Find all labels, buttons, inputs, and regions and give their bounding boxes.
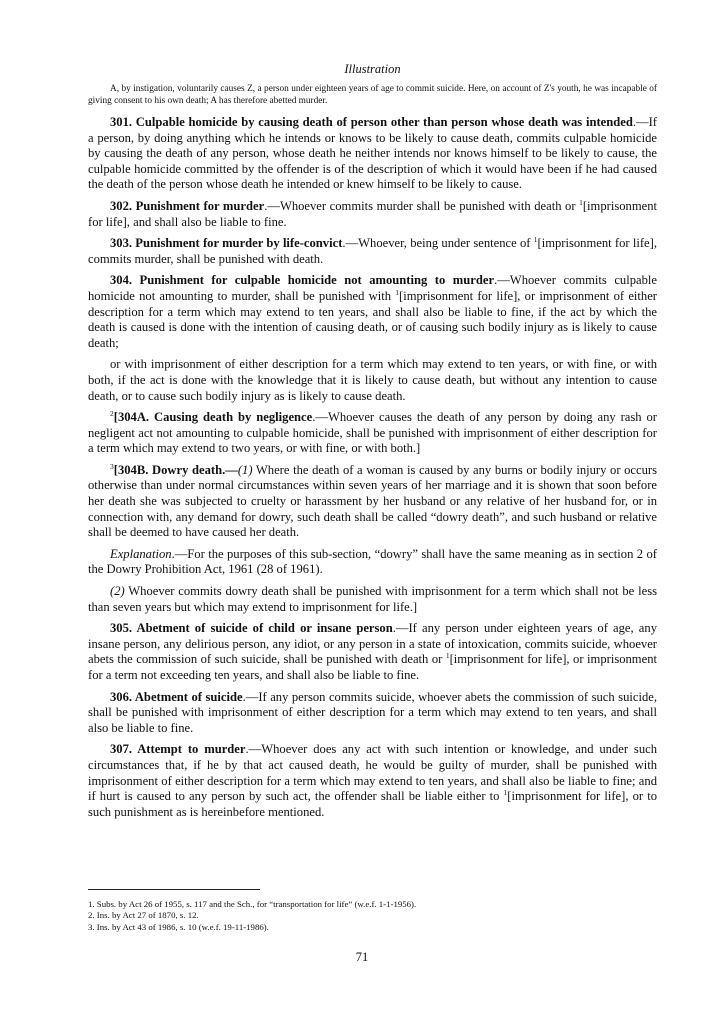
section-305-body: .—If any person under eighteen years of age, any insane person, any delirious person, any idiot, or any person in a state of intoxication, commits suicide, whoever abets the commission of such suicide, shall be punished with death or <box>88 621 657 667</box>
section-302-heading: 302. Punishment for murder <box>110 198 265 213</box>
section-306 <box>88 690 657 737</box>
section-304b <box>88 463 657 541</box>
section-305 <box>88 621 657 683</box>
section-301-heading: 301. Culpable homicide by causing death of person other than person whose death was intended <box>110 115 633 129</box>
subsection-2-text: Whoever commits dowry death shall be punished with imprisonment for a term which shall not be less than seven years but which may extend to imprisonment for life.] <box>88 584 657 614</box>
subsection-1-label: (1) <box>237 462 253 477</box>
footnotes <box>88 899 657 933</box>
explanation-label: Explanation <box>110 546 172 561</box>
footnote-divider <box>88 889 260 890</box>
footnote-ref: 1 <box>445 651 450 661</box>
section-303-body: .—Whoever, being under sentence of <box>342 236 534 251</box>
footnote-ref: 3 <box>110 461 114 471</box>
section-307-body: .—Whoever does any act with such intention or knowledge, and under such circumstances that, if he by that act caused death, he would be guilty of murder, shall be punished with imprisonment of either description for a term which may extend to ten years, and shall also be liable to fine; and if hurt is caused to any person by such act, the offender shall be liable either to <box>88 742 657 804</box>
illustration-title: Illustration <box>344 62 401 76</box>
section-306-body: .—If any person commits suicide, whoever abets the commission of such suicide, shall be punished with imprisonment of either description for a term which may extend to ten years, and shall also be liable to fine. <box>88 689 658 735</box>
section-304-body: .—Whoever commits culpable homicide not amounting to murder, shall be punished with <box>88 273 657 303</box>
section-305-heading: 305. Abetment of suicide of child or insane person <box>110 621 393 636</box>
footnote-ref: 1 <box>579 197 583 207</box>
footnote-3: 3. Ins. by Act 43 of 1986, s. 10 (w.e.f. 19-11-1986). <box>88 921 269 932</box>
subsection-2-label: (2) <box>110 584 125 599</box>
section-302 <box>88 199 657 230</box>
section-307-body-cont: [imprisonment for life], or to such punishment as is hereinbefore mentioned. <box>88 789 657 819</box>
section-304-para2: or with imprisonment of either description for a term which may extend to ten years, or with fine, or with both, if the act is done with the knowledge that it is likely to cause death, but without any intention to cause death, or to cause such bodily injury as is likely to cause death. <box>88 357 657 403</box>
section-306-heading: 306. Abetment of suicide <box>110 689 243 704</box>
section-304b-sub2 <box>88 584 657 615</box>
footnote-ref: 1 <box>503 788 508 798</box>
section-305-body-cont: [imprisonment for life], or imprisonment for a term not exceeding ten years, and shall also be liable to fine. <box>88 652 657 682</box>
section-304 <box>88 273 657 351</box>
illustration-text: A, by instigation, voluntarily causes Z, a person under eighteen years of age to commit suicide. Here, on account of Z's youth, he was incapable of giving consent to his own death; A has therefore abetted murder. <box>88 84 657 106</box>
section-301 <box>88 115 657 193</box>
section-301-body: .—If a person, by doing anything which he intends or knows to be likely to cause death, commits culpable homicide by causing the death of any person, whose death he neither intends nor knows himself to be likely to cause, the culpable homicide committed by the offender is of the description of which it would have been if he had caused the death of the person whose death he intended or knew himself to be likely to cause. <box>88 115 657 192</box>
explanation-text: .—For the purposes of this sub-section, “dowry” shall have the same meaning as in section 2 of the Dowry Prohibition Act, 1961 (28 of 1961). <box>88 546 657 577</box>
section-303-heading: 303. Punishment for murder by life-convict <box>110 236 343 251</box>
footnote-ref: 2 <box>110 409 114 419</box>
footnote-2: 2. Ins. by Act 27 of 1870, s. 12. <box>88 910 199 921</box>
footnote-ref: 1 <box>395 287 400 297</box>
section-303-body-cont: [imprisonment for life], commits murder, shall be punished with death. <box>88 236 657 266</box>
footnote-ref: 1 <box>533 235 538 245</box>
section-304a <box>88 410 657 457</box>
section-304a-heading: [304A. Causing death by negligence <box>113 410 313 425</box>
footnote-1: 1. Subs. by Act 26 of 1955, s. 117 and the Sch., for “transportation for life” (w.e.f. 1-1-1956). <box>88 899 417 909</box>
page-number: 71 <box>355 950 369 964</box>
section-304-heading: 304. Punishment for culpable homicide not amounting to murder <box>110 273 495 288</box>
section-304b-heading: [304B. Dowry death <box>113 462 223 477</box>
section-302-body-cont: [imprisonment for life], and shall also be liable to fine. <box>88 198 657 229</box>
section-307-heading: 307. Attempt to murder <box>110 742 246 757</box>
section-304b-explanation <box>88 547 657 578</box>
section-304-body-cont: [imprisonment for life], or imprisonment of either description for a term which may extend to ten years, and shall also be liable to fine, if the act by which the death is caused is done with the intention of causing death, or of causing such bodily injury as is likely to cause death; <box>88 288 657 350</box>
document-page <box>88 62 657 826</box>
section-304b-dash: .— <box>222 462 238 477</box>
section-302-body: .—Whoever commits murder shall be punished with death or <box>264 198 580 213</box>
section-303 <box>88 236 657 267</box>
section-307 <box>88 742 657 820</box>
section-304b-body: Where the death of a woman is caused by any burns or bodily injury or occurs otherwise than under normal circumstances within seven years of her marriage and it is shown that soon before her death she was subjected to cruelty or harassment by her husband or any relative of her husband for, or in connection with, any demand for dowry, such death shall be called “dowry death”, and such husband or relative shall be deemed to have caused her death. <box>88 462 657 540</box>
section-304a-body: .—Whoever causes the death of any person by doing any rash or negligent act not amounting to culpable homicide, shall be punished with imprisonment of either description for a term which may extend to two years, or with fine, or with both.] <box>88 410 657 456</box>
